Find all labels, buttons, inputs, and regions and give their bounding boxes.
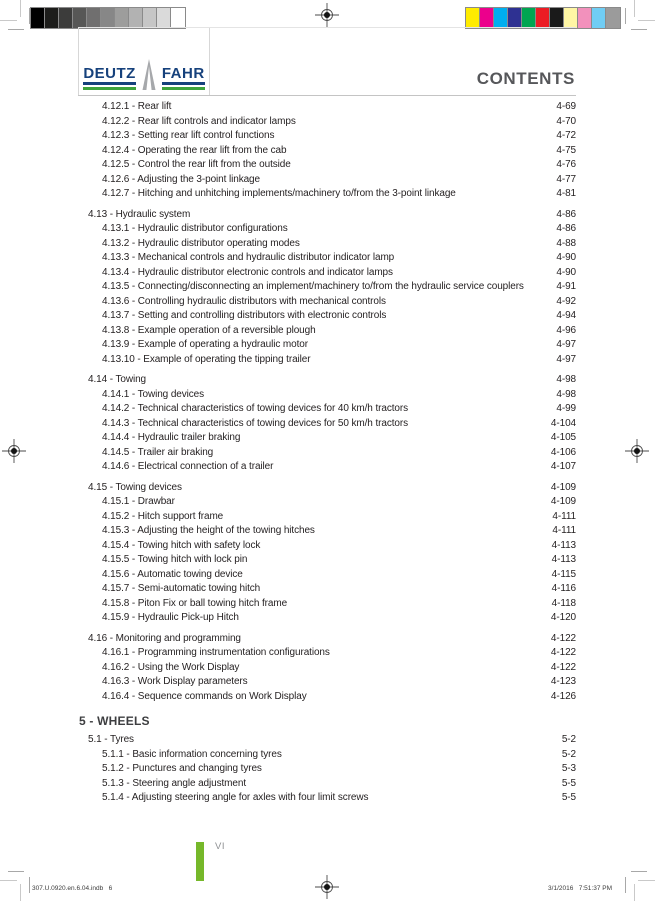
toc-entry[interactable]	[78, 373, 576, 388]
deutz-fahr-logo	[83, 59, 204, 90]
toc-entry-page: 4-122	[550, 647, 576, 658]
toc-entry-title: 5.1 - Tyres	[88, 734, 134, 745]
toc-entry[interactable]	[78, 129, 576, 144]
color-calibration-bar	[465, 7, 621, 29]
toc-entry-title: 4.16.3 - Work Display parameters	[102, 676, 248, 687]
toc-entry[interactable]	[78, 762, 576, 777]
toc-entry-page: 4-120	[550, 612, 576, 623]
toc-entry[interactable]	[78, 417, 576, 432]
toc-entry[interactable]	[78, 632, 576, 647]
logo-word-fahr	[162, 66, 205, 90]
toc-entry-page: 4-109	[550, 481, 576, 493]
toc-entry[interactable]	[78, 266, 576, 281]
toc-entry-title: 4.12.2 - Rear lift controls and indicator lamps	[102, 115, 296, 127]
toc-entry-title: 4.13.1 - Hydraulic distributor configurations	[102, 223, 288, 234]
registration-mark-bottom	[315, 875, 339, 899]
toc-entry-title: 4.16.2 - Using the Work Display	[102, 661, 240, 673]
toc-entry[interactable]	[78, 690, 576, 705]
toc-entry[interactable]	[78, 733, 576, 748]
registration-mark-left	[2, 439, 26, 463]
toc-entry[interactable]	[78, 431, 576, 446]
logo-box	[78, 28, 210, 95]
toc-chapter-heading: 5 - WHEELS	[79, 714, 150, 728]
toc-entry[interactable]	[78, 510, 576, 525]
print-file-info: 307.U.0920.en.6.04.indb 6	[32, 885, 113, 892]
toc-entry-title: 4.15.6 - Automatic towing device	[102, 568, 243, 580]
toc-entry[interactable]	[78, 646, 576, 661]
toc-entry[interactable]	[78, 222, 576, 237]
toc-entry-page: 4-111	[552, 525, 576, 536]
toc-entry-title: 4.15.8 - Piton Fix or ball towing hitch frame	[102, 597, 288, 609]
toc-list	[78, 100, 576, 806]
logo-word-deutz	[83, 66, 136, 90]
toc-entry[interactable]	[78, 187, 576, 202]
toc-entry-title: 4.15.4 - Towing hitch with safety lock	[102, 539, 261, 551]
registration-mark-right	[625, 439, 649, 463]
toc-entry[interactable]	[78, 553, 576, 568]
toc-entry-page: 4-98	[556, 388, 576, 400]
toc-entry-title: 4.16 - Monitoring and programming	[88, 632, 241, 644]
toc-entry-title: 4.12.4 - Operating the rear lift from the cab	[102, 144, 287, 156]
toc-entry-page: 4-97	[556, 339, 576, 350]
toc-entry-title: 4.14.3 - Technical characteristics of towing devices for 50 km/h tractors	[102, 417, 408, 429]
toc-entry-page: 4-118	[551, 597, 576, 609]
toc-entry-title: 4.15.2 - Hitch support frame	[102, 510, 224, 522]
toc-entry-title: 4.13.9 - Example of operating a hydraulic motor	[102, 339, 308, 350]
toc-entry[interactable]	[78, 173, 576, 188]
toc-entry-title: 4.12.5 - Control the rear lift from the outside	[102, 159, 291, 170]
page-number: VI	[215, 841, 225, 852]
toc-entry-page: 5-3	[561, 763, 576, 774]
toc-entry-page: 4-122	[550, 661, 576, 673]
toc-entry-page: 4-113	[551, 554, 576, 565]
toc-entry-title: 4.15.3 - Adjusting the height of the towing hitches	[102, 525, 315, 536]
toc-entry-page: 4-76	[556, 159, 576, 170]
toc-entry-title: 4.16.1 - Programming instrumentation configurations	[102, 647, 330, 658]
toc-entry[interactable]	[78, 446, 576, 461]
grayscale-swatch	[129, 8, 143, 28]
toc-entry[interactable]	[78, 675, 576, 690]
color-swatch	[466, 8, 480, 28]
grayscale-calibration-bar	[30, 7, 186, 29]
toc-entry-title: 4.15.5 - Towing hitch with lock pin	[102, 554, 248, 565]
toc-entry[interactable]	[78, 402, 576, 417]
toc-entry[interactable]	[78, 582, 576, 597]
color-swatch	[578, 8, 592, 28]
toc-entry[interactable]	[78, 748, 576, 763]
toc-entry-title: 5.1.2 - Punctures and changing tyres	[102, 763, 262, 774]
toc-entry[interactable]	[78, 495, 576, 510]
toc-entry[interactable]	[78, 100, 576, 115]
color-swatch	[550, 8, 564, 28]
toc-entry-page: 4-90	[556, 252, 576, 263]
toc-entry-page: 4-104	[550, 417, 576, 429]
color-swatch	[522, 8, 536, 28]
toc-entry-page: 4-72	[556, 130, 576, 141]
trim-mark	[631, 871, 647, 872]
color-swatch	[564, 8, 578, 28]
trim-mark	[634, 884, 635, 901]
grayscale-swatch	[115, 8, 129, 28]
toc-entry-page: 4-94	[556, 310, 576, 321]
toc-entry[interactable]	[78, 144, 576, 159]
toc-entry-page: 4-113	[551, 539, 576, 551]
toc-entry-title: 4.14.2 - Technical characteristics of towing devices for 40 km/h tractors	[102, 403, 408, 414]
logo-underline-blue	[162, 82, 205, 85]
toc-entry-title: 4.12.7 - Hitching and unhitching implements/machinery to/from the 3-point linkage	[102, 188, 456, 199]
color-swatch	[592, 8, 606, 28]
toc-entry-title: 4.15 - Towing devices	[88, 481, 182, 493]
trim-mark	[8, 871, 24, 872]
logo-underline-green	[83, 87, 136, 90]
color-swatch	[508, 8, 522, 28]
toc-entry-page: 4-115	[551, 568, 576, 580]
toc-entry-title: 4.13.3 - Mechanical controls and hydraulic distributor indicator lamp	[102, 252, 395, 263]
color-swatch	[494, 8, 508, 28]
toc-entry[interactable]	[78, 208, 576, 223]
toc-entry-title: 4.13.7 - Setting and controlling distributors with electronic controls	[102, 310, 387, 321]
toc-entry-page: 4-70	[556, 115, 576, 127]
toc-entry-page: 4-86	[556, 208, 576, 220]
grayscale-swatch	[59, 8, 73, 28]
toc-entry-title: 4.13.10 - Example of operating the tipping trailer	[102, 353, 311, 365]
page-marker-bar	[196, 842, 204, 881]
toc-entry-title: 4.15.7 - Semi-automatic towing hitch	[102, 583, 261, 594]
page-title: CONTENTS	[476, 69, 575, 88]
color-swatch	[536, 8, 550, 28]
toc-entry[interactable]	[78, 791, 576, 806]
toc-entry-page: 4-98	[556, 374, 576, 385]
grayscale-swatch	[143, 8, 157, 28]
trim-mark	[29, 877, 30, 893]
toc-entry[interactable]	[78, 338, 576, 353]
toc-entry[interactable]	[78, 597, 576, 612]
toc-entry-title: 4.12.1 - Rear lift	[102, 101, 172, 112]
registration-mark-top	[315, 3, 339, 27]
deutz-fahr-triangle-icon	[139, 59, 159, 91]
toc-entry-page: 4-123	[550, 676, 576, 687]
grayscale-swatch	[87, 8, 101, 28]
toc-entry-title: 4.13.6 - Controlling hydraulic distributors with mechanical controls	[102, 295, 386, 307]
toc-entry-title: 5.1.3 - Steering angle adjustment	[102, 777, 247, 789]
trim-mark	[8, 29, 24, 30]
toc-entry-page: 4-116	[551, 583, 576, 594]
trim-mark	[625, 877, 626, 893]
toc-entry[interactable]	[78, 611, 576, 626]
trim-mark	[634, 0, 635, 17]
toc-entry-page: 4-111	[552, 510, 576, 522]
toc-entry[interactable]	[78, 539, 576, 554]
logo-underline-green	[162, 87, 205, 90]
toc-entry[interactable]	[78, 280, 576, 295]
toc-entry-page: 4-77	[556, 173, 576, 185]
toc-entry-title: 4.13.2 - Hydraulic distributor operating modes	[102, 237, 300, 249]
toc-entry[interactable]	[78, 251, 576, 266]
toc-entry-page: 4-99	[556, 403, 576, 414]
toc-entry[interactable]	[78, 324, 576, 339]
toc-entry-page: 5-5	[561, 792, 576, 803]
toc-entry-title: 4.14.4 - Hydraulic trailer braking	[102, 432, 241, 443]
trim-mark	[20, 0, 21, 17]
toc-entry-title: 4.14.6 - Electrical connection of a trailer	[102, 461, 274, 472]
grayscale-swatch	[73, 8, 87, 28]
toc-entry-page: 4-122	[550, 632, 576, 644]
trim-mark	[20, 884, 21, 901]
toc-entry-title: 4.13 - Hydraulic system	[88, 208, 191, 220]
color-swatch	[480, 8, 494, 28]
toc-entry-page: 4-81	[556, 188, 576, 199]
trim-mark	[631, 29, 647, 30]
toc-entry[interactable]	[78, 481, 576, 496]
print-timestamp: 3/1/2016 7:51:37 PM	[548, 885, 612, 892]
toc-entry-page: 4-109	[550, 496, 576, 507]
toc-entry-page: 4-75	[556, 144, 576, 156]
toc-entry-title: 5.1.1 - Basic information concerning tyres	[102, 748, 282, 760]
toc-entry[interactable]	[78, 568, 576, 583]
toc-entry-page: 4-88	[556, 237, 576, 249]
grayscale-swatch	[31, 8, 45, 28]
toc-entry-page: 5-5	[561, 777, 576, 789]
toc-entry-title: 4.13.4 - Hydraulic distributor electronic controls and indicator lamps	[102, 266, 393, 278]
grayscale-swatch	[45, 8, 59, 28]
grayscale-swatch	[101, 8, 115, 28]
logo-text-fahr: FAHR	[161, 65, 205, 82]
toc-entry[interactable]	[78, 309, 576, 324]
toc-entry[interactable]	[78, 237, 576, 252]
toc-entry-page: 4-91	[556, 281, 576, 292]
header	[78, 27, 576, 96]
toc-entry-page: 4-90	[556, 266, 576, 278]
toc-entry[interactable]	[78, 353, 576, 368]
trim-mark	[638, 20, 655, 21]
toc-entry-page: 4-96	[556, 324, 576, 336]
trim-mark	[625, 8, 626, 24]
trim-mark	[0, 880, 17, 881]
toc-entry-page: 4-92	[556, 295, 576, 307]
toc-entry[interactable]	[78, 777, 576, 792]
trim-mark	[0, 20, 17, 21]
toc-entry[interactable]	[78, 158, 576, 173]
toc-entry-page: 4-69	[556, 101, 576, 112]
toc-entry[interactable]	[78, 460, 576, 475]
toc-entry-page: 5-2	[561, 734, 576, 745]
toc-entry-title: 4.15.9 - Hydraulic Pick-up Hitch	[102, 612, 239, 623]
toc-entry-page: 4-86	[556, 223, 576, 234]
toc-entry-page: 4-97	[556, 353, 576, 365]
logo-underline-blue	[83, 82, 136, 85]
toc-entry-page: 4-126	[550, 690, 576, 702]
toc-entry-title: 4.15.1 - Drawbar	[102, 496, 175, 507]
toc-entry-title: 4.14 - Towing	[88, 374, 146, 385]
toc-entry-page: 5-2	[561, 748, 576, 760]
toc-entry[interactable]	[78, 295, 576, 310]
color-swatch	[606, 8, 620, 28]
toc-entry-title: 4.13.8 - Example operation of a reversible plough	[102, 324, 316, 336]
toc-entry-page: 4-105	[550, 432, 576, 443]
toc-entry-title: 4.12.3 - Setting rear lift control functions	[102, 130, 275, 141]
trim-mark	[638, 880, 655, 881]
toc-entry-title: 4.13.5 - Connecting/disconnecting an implement/machinery to/from the hydraulic service couplers	[102, 281, 524, 292]
logo-text-deutz: DEUTZ	[83, 65, 136, 82]
toc-entry[interactable]	[78, 524, 576, 539]
toc-entry-title: 4.14.1 - Towing devices	[102, 388, 205, 400]
toc-entry-page: 4-107	[550, 461, 576, 472]
toc-entry-page: 4-106	[550, 446, 576, 458]
toc-entry-title: 4.16.4 - Sequence commands on Work Display	[102, 690, 307, 702]
toc-entry[interactable]	[78, 388, 576, 403]
grayscale-swatch	[171, 8, 185, 28]
toc-entry-title: 4.14.5 - Trailer air braking	[102, 446, 214, 458]
toc-entry-title: 4.12.6 - Adjusting the 3-point linkage	[102, 173, 260, 185]
toc-entry[interactable]	[78, 661, 576, 676]
grayscale-swatch	[157, 8, 171, 28]
toc-entry-title: 5.1.4 - Adjusting steering angle for axles with four limit screws	[102, 792, 369, 803]
toc-entry[interactable]	[78, 115, 576, 130]
